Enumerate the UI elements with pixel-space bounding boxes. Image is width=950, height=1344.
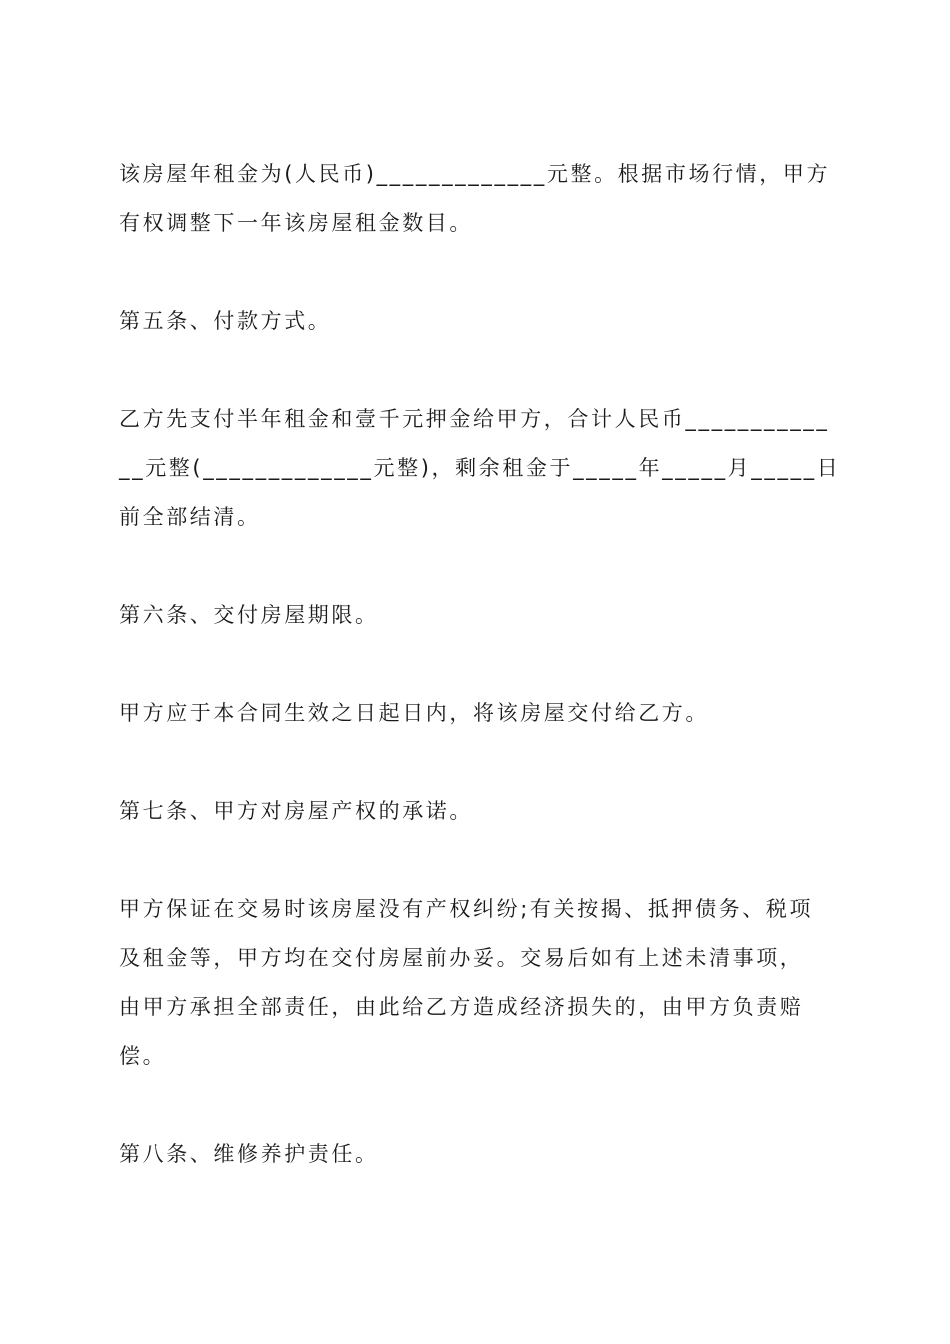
article-8-heading: [119, 1130, 831, 1179]
article-7-heading: [119, 787, 831, 836]
text-line: 前全部结清。: [119, 505, 261, 529]
delivery-term-paragraph: [119, 689, 831, 738]
article-5-heading: [119, 297, 831, 346]
document-body: [119, 150, 841, 1179]
text-line: 甲方保证在交易时该房屋没有产权纠纷;有关按揭、抵押债务、税项: [119, 897, 814, 921]
text-line: 由甲方承担全部责任，由此给乙方造成经济损失的，由甲方负责赔: [119, 995, 804, 1019]
text-line: 及租金等，甲方均在交付房屋前办妥。交易后如有上述未清事项，: [119, 946, 804, 970]
text-line: 第五条、付款方式。: [119, 309, 332, 333]
text-line: 该房屋年租金为(人民币)_____________元整。根据市场行情，甲方: [119, 162, 831, 186]
text-line: 第八条、维修养护责任。: [119, 1142, 379, 1166]
rent-amount-paragraph: [119, 150, 831, 248]
text-line: 乙方先支付半年租金和壹千元押金给甲方，合计人民币___________: [119, 407, 830, 431]
article-6-heading: [119, 591, 831, 640]
text-line: 偿。: [119, 1044, 167, 1068]
text-line: 甲方应于本合同生效之日起日内，将该房屋交付给乙方。: [119, 701, 709, 725]
text-line: 有权调整下一年该房屋租金数目。: [119, 211, 473, 235]
title-warranty-paragraph: [119, 885, 831, 1081]
payment-method-paragraph: [119, 395, 841, 542]
text-line: 第六条、交付房屋期限。: [119, 603, 379, 627]
text-line: __元整(_____________元整)，剩余租金于_____年_____月_____日: [119, 456, 841, 480]
text-line: 第七条、甲方对房屋产权的承诺。: [119, 799, 473, 823]
